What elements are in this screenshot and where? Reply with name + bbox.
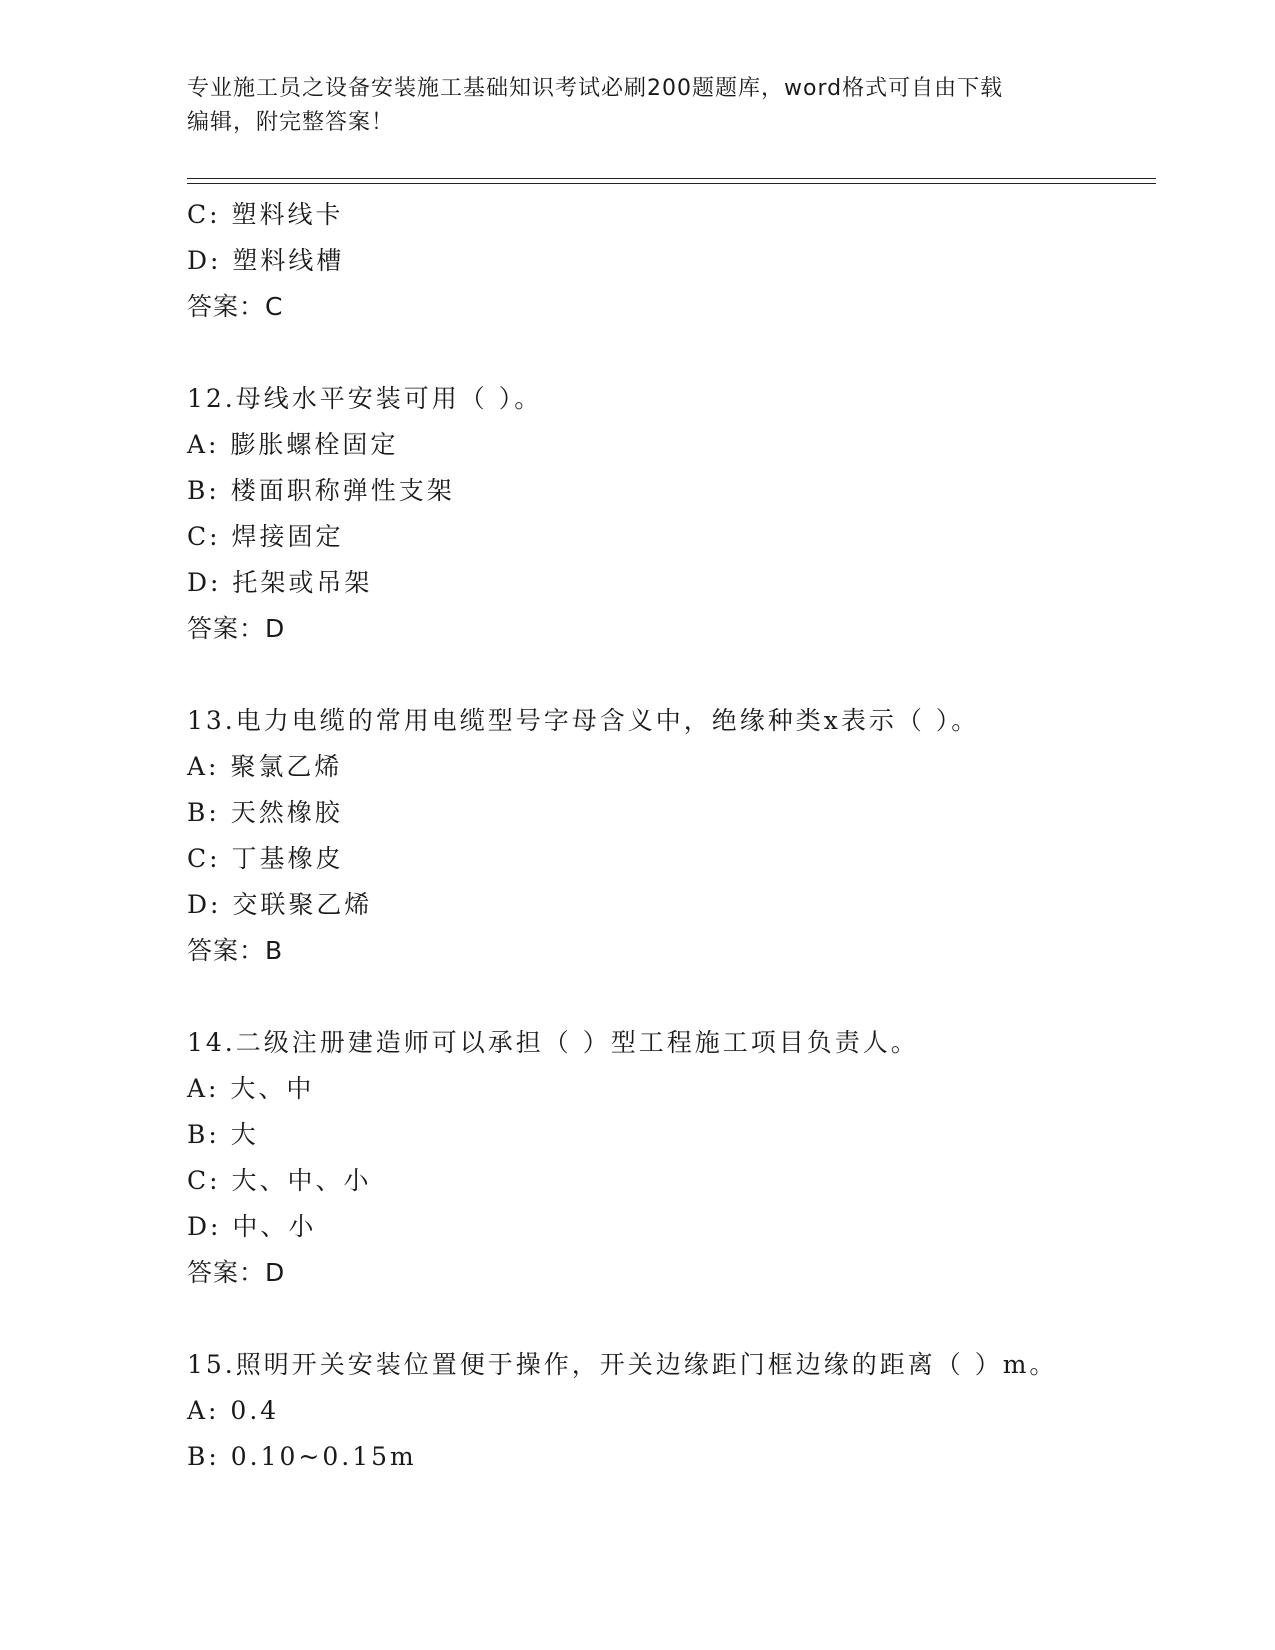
option-a: A: 聚氯乙烯 (187, 752, 343, 781)
question-text: 14.二级注册建造师可以承担（ ）型工程施工项目负责人。 (187, 1028, 919, 1057)
option-c: C: 焊接固定 (187, 522, 344, 551)
question-15 (187, 1342, 1147, 1480)
answer-line: 答案：C (187, 292, 284, 321)
answer-line: 答案：D (187, 614, 286, 643)
option-b: B: 大 (187, 1120, 259, 1149)
spacer (187, 974, 1147, 1020)
spacer (187, 330, 1147, 376)
option-c: C: 大、中、小 (187, 1166, 372, 1195)
option-b: B: 楼面职称弹性支架 (187, 476, 455, 505)
option-a: A: 大、中 (187, 1074, 315, 1103)
spacer (187, 652, 1147, 698)
option-d: D: 交联聚乙烯 (187, 890, 373, 919)
header-divider-top (187, 178, 1156, 179)
carryover-question (187, 192, 1147, 330)
answer-line: 答案：B (187, 936, 284, 965)
question-12 (187, 376, 1147, 652)
header-divider-bottom (187, 183, 1156, 184)
spacer (187, 1296, 1147, 1342)
option-d: D: 中、小 (187, 1212, 317, 1241)
option-d: D: 塑料线槽 (187, 246, 345, 275)
question-text: 12.母线水平安装可用（ ）。 (187, 384, 543, 413)
option-c: C: 丁基橡皮 (187, 844, 344, 873)
header-title-line-2: 编辑，附完整答案！ (187, 110, 395, 135)
option-a: A: 0.4 (187, 1396, 280, 1425)
option-a: A: 膨胀螺栓固定 (187, 430, 399, 459)
question-list (187, 192, 1147, 1480)
question-text: 15.照明开关安装位置便于操作，开关边缘距门框边缘的距离（ ）m。 (187, 1350, 1058, 1379)
option-c: C: 塑料线卡 (187, 200, 344, 229)
question-13 (187, 698, 1147, 974)
question-14 (187, 1020, 1147, 1296)
question-text: 13.电力电缆的常用电缆型号字母含义中，绝缘种类x表示（ ）。 (187, 706, 980, 735)
document-header (187, 72, 1087, 140)
option-b: B: 天然橡胶 (187, 798, 343, 827)
option-d: D: 托架或吊架 (187, 568, 373, 597)
answer-line: 答案：D (187, 1258, 286, 1287)
option-b: B: 0.10~0.15m (187, 1442, 417, 1471)
header-title-line-1: 专业施工员之设备安装施工基础知识考试必刷200题题库，word格式可自由下载 (187, 76, 1004, 101)
